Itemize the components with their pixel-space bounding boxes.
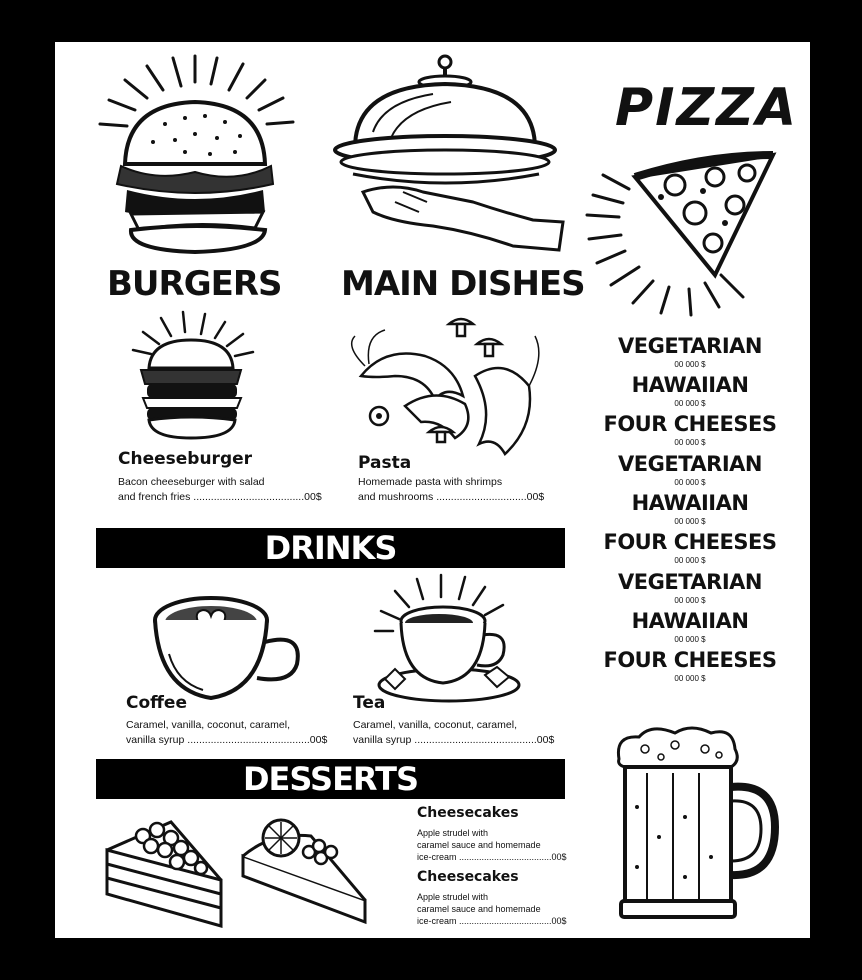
dessert-2-desc (417, 891, 567, 927)
pizza-price: 00 000 $ (674, 517, 706, 526)
pizza-name: FOUR CHEESES (603, 530, 777, 554)
pizza-price: 00 000 $ (674, 556, 706, 565)
tea-cup-icon (373, 575, 533, 705)
coffee-desc (126, 718, 341, 748)
pizza-price: 00 000 $ (674, 399, 706, 408)
pizza-name: HAWAIIAN (631, 491, 749, 515)
pizza-list (590, 334, 790, 694)
beer-mug-icon (615, 727, 785, 927)
cheeseburger-desc-line1: Bacon cheeseburger with salad (118, 476, 265, 488)
pasta-desc-line1: Homemade pasta with shrimps (358, 476, 503, 488)
pizza-name: VEGETARIAN (618, 570, 762, 594)
pasta-title: Pasta (358, 453, 412, 473)
pizza-price: 00 000 $ (674, 438, 706, 447)
berry-cake-icon (101, 814, 231, 934)
pizza-name: HAWAIIAN (631, 373, 749, 397)
pizza-slice-icon (585, 147, 785, 317)
desserts-section-bar: DESSERTS (96, 759, 565, 799)
cheeseburger-desc-line2: and french fries ......................................00$ (118, 491, 322, 503)
pizza-name: VEGETARIAN (618, 334, 762, 358)
pizza-name: HAWAIIAN (631, 609, 749, 633)
tea-desc-line2: vanilla syrup ..........................................00$ (353, 734, 555, 746)
double-burger-icon (127, 310, 257, 440)
pizza-price: 00 000 $ (674, 674, 706, 683)
burger-icon (95, 52, 295, 252)
shrimp-pasta-icon (345, 316, 555, 456)
drinks-section-bar: DRINKS (96, 528, 565, 568)
menu-sheet (55, 42, 810, 938)
dessert-1-desc-line2: caramel sauce and homemade (417, 840, 541, 850)
pizza-name: VEGETARIAN (618, 452, 762, 476)
coffee-title: Coffee (126, 693, 187, 713)
pizza-price: 00 000 $ (674, 360, 706, 369)
tea-desc-line1: Caramel, vanilla, coconut, caramel, (353, 719, 517, 731)
dessert-2-desc-line1: Apple strudel with (417, 892, 489, 902)
pizza-name: FOUR CHEESES (603, 412, 777, 436)
pasta-desc-line2: and mushrooms ...............................00$ (358, 491, 545, 503)
cheeseburger-desc (118, 475, 333, 505)
dessert-1-desc-line3: ice-cream .....................................00$ (417, 852, 567, 862)
cheesecake-icon (241, 812, 381, 932)
dessert-1-title: Cheesecakes (417, 805, 519, 821)
cheeseburger-title: Cheeseburger (118, 449, 253, 469)
pizza-price: 00 000 $ (674, 478, 706, 487)
tea-title: Tea (353, 693, 386, 713)
pizza-section-title: PIZZA (615, 78, 799, 138)
pizza-price: 00 000 $ (674, 596, 706, 605)
dessert-2-desc-line2: caramel sauce and homemade (417, 904, 541, 914)
dessert-2-desc-line3: ice-cream .....................................00$ (417, 916, 567, 926)
serving-cloche-icon (333, 52, 573, 252)
pizza-price: 00 000 $ (674, 635, 706, 644)
pasta-desc (358, 475, 573, 505)
burgers-section-title: BURGERS (107, 264, 282, 304)
pizza-name: FOUR CHEESES (603, 648, 777, 672)
coffee-desc-line2: vanilla syrup ..........................................00$ (126, 734, 328, 746)
dessert-2-title: Cheesecakes (417, 869, 519, 885)
coffee-desc-line1: Caramel, vanilla, coconut, caramel, (126, 719, 290, 731)
tea-desc (353, 718, 568, 748)
dessert-1-desc (417, 827, 567, 863)
main-dishes-section-title: MAIN DISHES (341, 264, 585, 304)
dessert-1-desc-line1: Apple strudel with (417, 828, 489, 838)
